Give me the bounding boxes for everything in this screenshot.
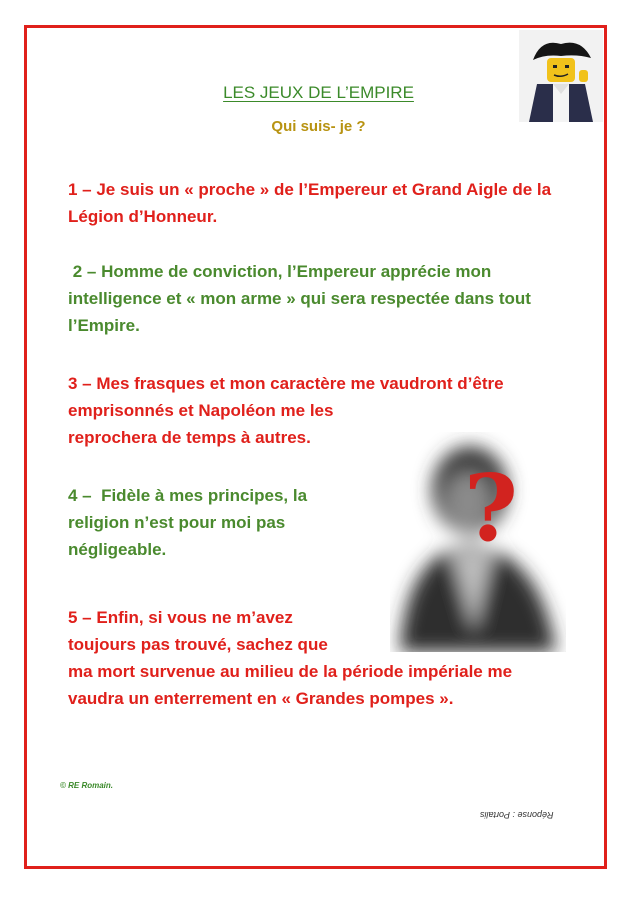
clue-line: toujours pas trouvé, sachez que [68,635,328,654]
clue-2 [68,258,531,339]
clue-line: 5 – Enfin, si vous ne m’avez [68,608,293,627]
clue-line: vaudra un enterrement en « Grandes pompes ». [68,689,454,708]
page-subtitle: Qui suis- je ? [271,118,366,135]
clue-line: intelligence et « mon arme » qui sera respectée dans tout [68,289,531,308]
clue-line: ma mort survenue au milieu de la période impériale me [68,662,513,681]
clue-4 [68,482,307,563]
napoleon-lego-figurine-icon [519,30,603,122]
page-title: LES JEUX DE L’EMPIRE [223,83,414,102]
clue-line: 2 – Homme de conviction, l’Empereur apprécie mon [68,262,492,281]
clue-line: Légion d’Honneur. [68,207,218,226]
copyright-note: © RE Romain. [60,781,114,790]
clue-line: 1 – Je suis un « proche » de l’Empereur et Grand Aigle de la [68,180,552,199]
answer-upside-down: Réponse : Portalis [480,810,554,820]
clue-line: 3 – Mes frasques et mon caractère me vaudront d’être [68,374,504,393]
clue-line: emprisonnés et Napoléon me les [68,401,334,420]
svg-text:?: ? [464,454,518,562]
clue-line: l’Empire. [68,316,140,335]
clue-line: reprochera de temps à autres. [68,428,311,447]
blurred-portrait-question-mark-icon [390,432,566,652]
clue-line: 4 – Fidèle à mes principes, la [68,486,308,505]
clue-line: négligeable. [68,540,167,559]
clue-line: religion n’est pour moi pas [68,513,286,532]
clue-1 [68,176,551,230]
